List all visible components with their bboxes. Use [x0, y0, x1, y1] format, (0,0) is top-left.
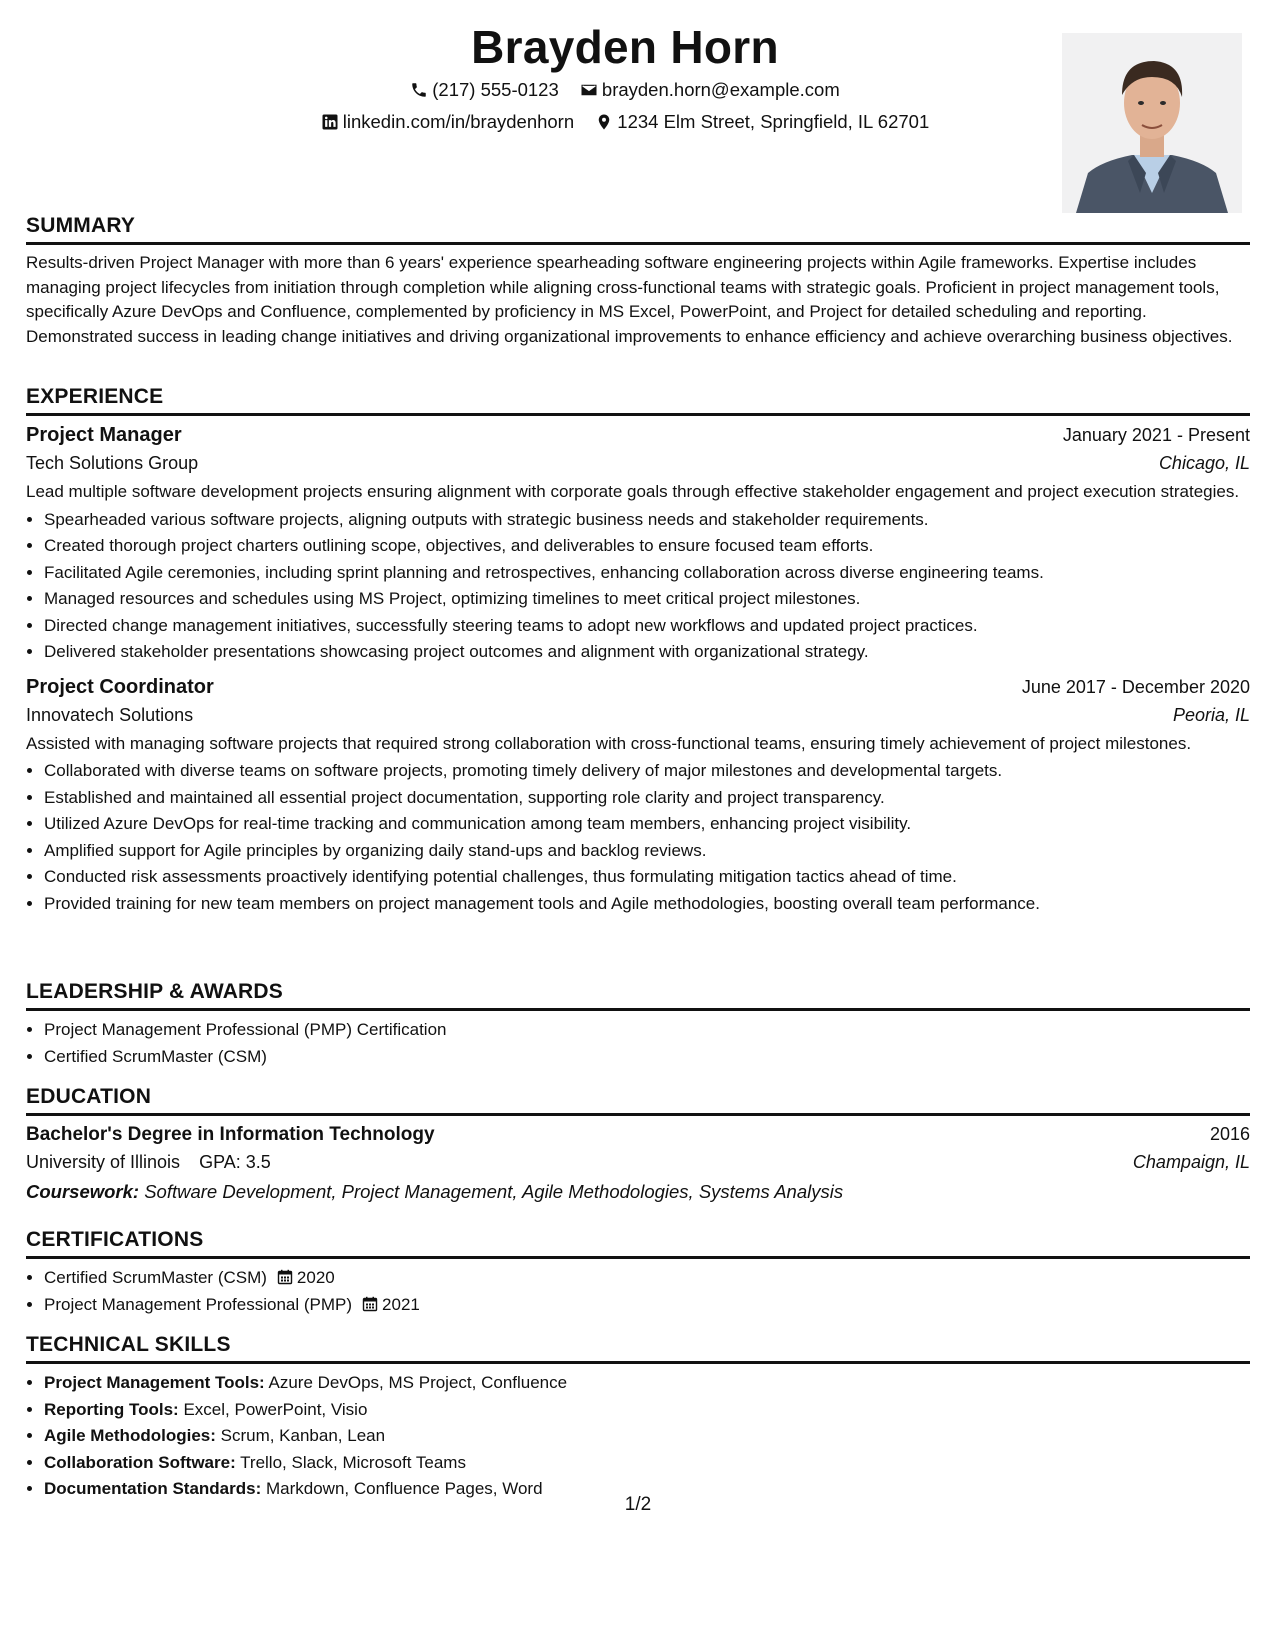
calendar-icon — [277, 1269, 293, 1285]
list-item — [44, 1265, 1250, 1292]
job-date: June 2017 - December 2020 — [1021, 676, 1250, 697]
summary-heading: SUMMARY — [26, 214, 1250, 245]
job-bullets — [26, 758, 1250, 917]
list-item: • Amplified support for Agile principles by organizing daily stand-ups and backlog reviews. — [44, 838, 1250, 865]
portrait-illustration — [1062, 33, 1242, 213]
skill-label: Reporting Tools: — [44, 1399, 179, 1419]
contact-phone — [410, 79, 559, 101]
skill-value: Excel, PowerPoint, Visio — [183, 1399, 368, 1419]
cert-year: 2020 — [296, 1268, 335, 1287]
calendar-icon — [362, 1296, 378, 1312]
linkedin-icon — [321, 113, 339, 131]
job-company: Tech Solutions Group — [26, 453, 199, 473]
job-title: Project Coordinator — [26, 675, 214, 698]
candidate-name: Brayden Horn — [471, 21, 779, 73]
phone-text: (217) 555-0123 — [432, 79, 559, 100]
job-summary: Assisted with managing software projects that required strong collaboration with cross-functional teams, ensuring timely achievement of project milestones. — [26, 733, 1192, 753]
education-heading: EDUCATION — [26, 1085, 1250, 1116]
gpa: GPA: 3.5 — [199, 1152, 271, 1172]
list-item: • Utilized Azure DevOps for real-time tracking and communication among team members, enhancing project visibility. — [44, 811, 1250, 838]
skills-list — [26, 1370, 1250, 1503]
leadership-heading: LEADERSHIP & AWARDS — [26, 980, 1250, 1011]
summary-section — [26, 214, 1250, 349]
list-item — [44, 1370, 1250, 1397]
job-entry — [26, 424, 1250, 666]
graduation-year: 2016 — [1209, 1124, 1250, 1144]
coursework — [26, 1181, 1250, 1203]
contact-email[interactable] — [580, 79, 840, 101]
leadership-list — [26, 1017, 1250, 1070]
certifications-heading: CERTIFICATIONS — [26, 1228, 1250, 1259]
list-item: • Facilitated Agile ceremonies, including sprint planning and retrospectives, enhancing collaboration across diverse engineering teams. — [44, 560, 1250, 587]
list-item: • Created thorough project charters outlining scope, objectives, and deliverables to ensure focused team efforts. — [44, 533, 1250, 560]
contact-linkedin[interactable] — [321, 111, 574, 133]
list-item: • Conducted risk assessments proactively identifying potential challenges, thus formulating mitigation tactics ahead of time. — [44, 864, 1250, 891]
experience-section — [26, 385, 1250, 917]
skill-label: Agile Methodologies: — [44, 1426, 216, 1445]
skill-label: Collaboration Software: — [44, 1452, 236, 1472]
skill-value: Azure DevOps, MS Project, Confluence — [268, 1373, 568, 1392]
job-location: Chicago, IL — [1158, 453, 1250, 473]
job-company: Innovatech Solutions — [26, 704, 194, 725]
job-date: January 2021 - Present — [1062, 425, 1250, 445]
skills-heading: TECHNICAL SKILLS — [26, 1333, 1250, 1364]
list-item: • Established and maintained all essential project documentation, supporting role clarity and project transparency. — [44, 785, 1250, 812]
list-item — [44, 1397, 1250, 1424]
contact-row-2 — [26, 111, 1224, 136]
resume-page — [26, 0, 1250, 1650]
list-item: • Delivered stakeholder presentations showcasing project outcomes and alignment with organizational strategy. — [44, 639, 1250, 666]
leadership-section — [26, 980, 1250, 1070]
page-number: 1/2 — [624, 1494, 652, 1515]
cert-name: Certified ScrumMaster (CSM) — [44, 1268, 267, 1287]
coursework-text: Software Development, Project Management, Agile Methodologies, Systems Analysis — [144, 1181, 844, 1202]
skill-label: Documentation Standards: — [44, 1479, 262, 1498]
phone-icon — [410, 81, 428, 99]
list-item: • Directed change management initiatives, successfully steering teams to adopt new workflows and updated project practices. — [44, 613, 1250, 640]
list-item: • Spearheaded various software projects, aligning outputs with strategic business needs and stakeholder requirements. — [44, 507, 1250, 534]
envelope-icon — [580, 81, 598, 99]
job-bullets — [26, 507, 1250, 666]
list-item: • Project Management Professional (PMP) Certification — [44, 1017, 1250, 1044]
resume-header — [26, 0, 1250, 220]
contact-row-1 — [26, 79, 1224, 104]
cert-name: Project Management Professional (PMP) — [44, 1294, 353, 1314]
summary-text: Results-driven Project Manager with more than 6 years' experience spearheading software engineering projects within Agile frameworks. Expertise includes managing project lifecycles from initiation through completion while aligning cross-functional teams with strategic goals. Proficient in project management tools, specifically Azure DevOps and Confluence, complemented by proficiency in MS Excel, PowerPoint, and Project for detailed scheduling and reporting. Demonstrated success in leading change initiatives and driving organizational improvements to enhance efficiency and achieve overarching business objectives. — [26, 253, 1233, 346]
list-item — [44, 1292, 1250, 1319]
skill-label: Project Management Tools: — [44, 1373, 265, 1392]
education-section — [26, 1085, 1250, 1203]
skill-value: Scrum, Kanban, Lean — [220, 1426, 386, 1445]
list-item: • Collaborated with diverse teams on software projects, promoting timely delivery of major milestones and developmental targets. — [44, 758, 1250, 785]
skill-value: Markdown, Confluence Pages, Word — [265, 1479, 543, 1498]
list-item: • Managed resources and schedules using MS Project, optimizing timelines to meet critical project milestones. — [44, 586, 1250, 613]
skills-section — [26, 1333, 1250, 1503]
list-item — [44, 1450, 1250, 1477]
coursework-label: Coursework: — [26, 1181, 140, 1202]
certifications-section — [26, 1228, 1250, 1318]
email-text: brayden.horn@example.com — [601, 79, 840, 100]
job-summary: Lead multiple software development projects ensuring alignment with corporate goals through effective stakeholder engagement and project execution strategies. — [26, 482, 1240, 501]
address-text: 1234 Elm Street, Springfield, IL 62701 — [617, 111, 930, 132]
school-name: University of Illinois — [26, 1152, 181, 1172]
experience-heading: EXPERIENCE — [26, 385, 1250, 416]
contact-address — [595, 111, 929, 133]
cert-year: 2021 — [382, 1294, 420, 1314]
list-item: • Certified ScrumMaster (CSM) — [44, 1044, 1250, 1071]
list-item — [44, 1423, 1250, 1450]
job-location: Peoria, IL — [1172, 704, 1250, 725]
skill-value: Trello, Slack, Microsoft Teams — [240, 1452, 466, 1472]
job-title: Project Manager — [26, 424, 182, 446]
profile-photo — [1062, 33, 1242, 213]
degree-title: Bachelor's Degree in Information Technology — [26, 1124, 435, 1145]
certifications-list — [26, 1265, 1250, 1318]
linkedin-text: linkedin.com/in/braydenhorn — [342, 111, 575, 132]
map-pin-icon — [595, 113, 613, 131]
list-item: • Provided training for new team members on project management tools and Agile methodologies, boosting overall team performance. — [44, 891, 1250, 918]
job-entry — [26, 676, 1250, 918]
school-location: Champaign, IL — [1132, 1152, 1250, 1172]
